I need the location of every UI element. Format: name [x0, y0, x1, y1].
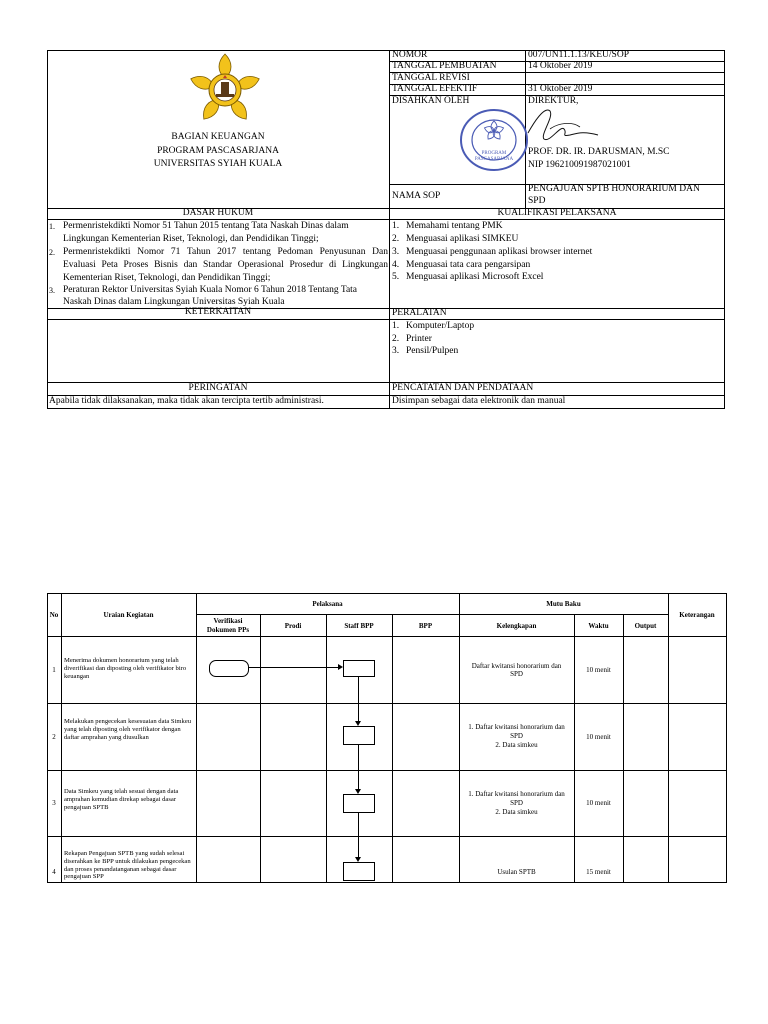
stamp-text-pasca: PASCASARJANA	[474, 157, 514, 162]
signer-name: PROF. DR. IR. DARUSMAN, M.SC	[528, 147, 670, 157]
dasar-hukum-item-2-line-1: Permenristekdikti Nomor 71 Tahun 2017 tentang Pedoman Penyusunan Dan	[63, 247, 388, 257]
kualifikasi-item-1-num: 1.	[392, 221, 400, 231]
disahkan-label: DISAHKAN OLEH	[392, 96, 470, 106]
row-1-kelengkapan-line-2: SPD	[510, 670, 523, 678]
keterkaitan-title: KETERKAITAN	[184, 307, 252, 317]
peralatan-item-1-text: Komputer/Laptop	[406, 321, 475, 331]
university-logo	[190, 52, 260, 126]
header-pelaksana: Pelaksana	[312, 600, 343, 608]
tanggal-revisi-label: TANGGAL REVISI	[392, 73, 470, 83]
row-4-kelengkapan: Usulan SPTB	[497, 868, 536, 876]
row-1-no: 1	[52, 666, 56, 674]
flow-process-4	[343, 862, 375, 881]
row-3-kelengkapan-line-1: 1. Daftar kwitansi honorarium dan	[468, 790, 565, 798]
pencatatan-text: Disimpan sebagai data elektronik dan manual	[392, 396, 566, 406]
row-1-kelengkapan-line-1: Daftar kwitansi honorarium dan	[471, 662, 562, 670]
row-3-no: 3	[52, 799, 56, 807]
header-verifikasi-line-2: Dokumen PPs	[206, 626, 250, 634]
org-name-line-1: BAGIAN KEUANGAN	[171, 132, 265, 142]
row-2-waktu: 10 menit	[586, 733, 611, 741]
row-2-kelengkapan-line-1: 1. Daftar kwitansi honorarium dan	[468, 723, 565, 731]
peralatan-item-1-num: 1.	[392, 321, 400, 331]
kualifikasi-item-2-num: 2.	[392, 234, 400, 244]
dasar-hukum-title: DASAR HUKUM	[182, 208, 254, 218]
flow-arrow-down-1	[358, 676, 359, 721]
dasar-hukum-item-3-num: 3.	[49, 286, 55, 295]
org-name-line-2: PROGRAM PASCASARJANA	[157, 146, 279, 156]
row-4-waktu: 15 menit	[586, 868, 611, 876]
signer-nip: NIP 196210091987021001	[528, 160, 631, 170]
dasar-hukum-item-1-line-1: Permenristekdikti Nomor 51 Tahun 2015 tentang Tata Naskah Dinas dalam	[63, 221, 349, 231]
header-verifikasi-line-1: Verifikasi	[213, 617, 243, 625]
tanggal-pembuatan-value: 14 Oktober 2019	[528, 61, 593, 71]
dasar-hukum-item-2-line-3: Kementerian Riset, Teknologi, dan Pendidikan Tinggi;	[63, 273, 271, 283]
row-4-uraian: Rekapan Pengajuan SPTB yang sudah selesai diserahkan ke BPP untuk dilakukan pengecekan dan proses penandatanganan sebagai dasar pengajuan SPP	[64, 850, 191, 881]
header-no: No	[49, 611, 59, 619]
signature	[520, 105, 610, 147]
header-prodi: Prodi	[284, 622, 302, 630]
row-3-kelengkapan-line-3: 2. Data simkeu	[495, 808, 538, 816]
header-keterangan: Keterangan	[679, 611, 715, 619]
kualifikasi-item-3-num: 3.	[392, 247, 400, 257]
kualifikasi-item-3-text: Menguasai penggunaan aplikasi browser internet	[406, 247, 593, 257]
dasar-hukum-item-2-num: 2.	[49, 248, 55, 257]
peralatan-item-3-num: 3.	[392, 346, 400, 356]
row-4-no: 4	[52, 868, 56, 876]
kualifikasi-item-5-text: Menguasai aplikasi Microsoft Excel	[406, 272, 544, 282]
flow-arrow-right-1	[248, 667, 338, 668]
flow-process-2	[343, 726, 375, 745]
header-kelengkapan: Kelengkapan	[496, 622, 537, 630]
nama-sop-value-line-2: SPD	[528, 196, 546, 206]
row-1-uraian: Menerima dokumen honorarium yang telah diverifikasi dan diposting oleh verifikator biro keuangan	[64, 657, 187, 680]
row-2-no: 2	[52, 733, 56, 741]
flow-start-terminator	[209, 660, 249, 677]
row-3-uraian: Data Simkeu yang telah sesuai dengan data amprahan kemudian direkap sebagai dasar pengajuan SPTB	[64, 788, 179, 811]
flow-arrow-down-3	[358, 812, 359, 857]
nomor-value: 007/UN11.1.13/KEU/SOP	[528, 50, 629, 60]
header-bpp: BPP	[418, 622, 433, 630]
peringatan-title: PERINGATAN	[188, 383, 248, 393]
nama-sop-value-line-1: PENGAJUAN SPTB HONORARIUM DAN	[528, 184, 700, 194]
dasar-hukum-item-3-line-1: Peraturan Rektor Universitas Syiah Kuala Nomor 6 Tahun 2018 Tentang Tata	[63, 285, 358, 295]
dasar-hukum-item-3-line-2: Naskah Dinas dalam Lingkungan Universitas Syiah Kuala	[63, 297, 285, 307]
peralatan-title: PERALATAN	[392, 308, 447, 318]
flow-process-3	[343, 794, 375, 813]
kualifikasi-item-1-text: Memahami tentang PMK	[406, 221, 503, 231]
peralatan-item-3-text: Pensil/Pulpen	[406, 346, 459, 356]
disahkan-title: DIREKTUR,	[528, 96, 579, 106]
row-3-kelengkapan-line-2: SPD	[510, 799, 523, 807]
row-3-waktu: 10 menit	[586, 799, 611, 807]
row-2-kelengkapan-line-3: 2. Data simkeu	[495, 741, 538, 749]
dasar-hukum-item-1-num: 1.	[49, 222, 55, 231]
row-2-kelengkapan-line-2: SPD	[510, 732, 523, 740]
pencatatan-title: PENCATATAN DAN PENDATAAN	[392, 383, 534, 393]
header-waktu: Waktu	[588, 622, 609, 630]
peralatan-item-2-text: Printer	[406, 334, 432, 344]
flow-process-1	[343, 660, 375, 677]
nama-sop-label: NAMA SOP	[392, 191, 441, 201]
header-mutu-baku: Mutu Baku	[546, 600, 581, 608]
header-uraian: Uraian Kegiatan	[103, 611, 154, 619]
header-staff-bpp: Staff BPP	[344, 622, 374, 630]
dasar-hukum-item-1-line-2: Lingkungan Kementerian Riset, Teknologi, dan Pendidikan Tinggi;	[63, 234, 319, 244]
stamp-text-program: PROGRAM	[481, 151, 507, 156]
kualifikasi-title: KUALIFIKASI PELAKSANA	[497, 208, 617, 218]
kualifikasi-item-2-text: Menguasai aplikasi SIMKEU	[406, 234, 519, 244]
kualifikasi-item-5-num: 5.	[392, 272, 400, 282]
header-output: Output	[634, 622, 657, 630]
peringatan-text: Apabila tidak dilaksanakan, maka tidak akan tercipta tertib administrasi.	[49, 396, 324, 406]
kualifikasi-item-4-text: Menguasai tata cara pengarsipan	[406, 260, 531, 270]
nomor-label: NOMOR	[392, 50, 428, 60]
tanggal-efektif-value: 31 Oktober 2019	[528, 84, 593, 94]
kualifikasi-item-4-num: 4.	[392, 260, 400, 270]
peralatan-item-2-num: 2.	[392, 334, 400, 344]
row-1-waktu: 10 menit	[586, 666, 611, 674]
tanggal-pembuatan-label: TANGGAL PEMBUATAN	[392, 61, 497, 71]
flow-arrow-down-2	[358, 744, 359, 789]
row-2-uraian: Melakukan pengecekan kesesuaian data Simkeu yang telah diposting oleh verifikator dengan daftar amprahan yang diusulkan	[64, 718, 192, 741]
tanggal-efektif-label: TANGGAL EFEKTIF	[392, 84, 478, 94]
dasar-hukum-item-2-line-2: Evaluasi Peta Proses Bisnis dan Standar Operasional Prosedur di Lingkungan	[63, 260, 388, 270]
org-name-line-3: UNIVERSITAS SYIAH KUALA	[153, 159, 283, 169]
